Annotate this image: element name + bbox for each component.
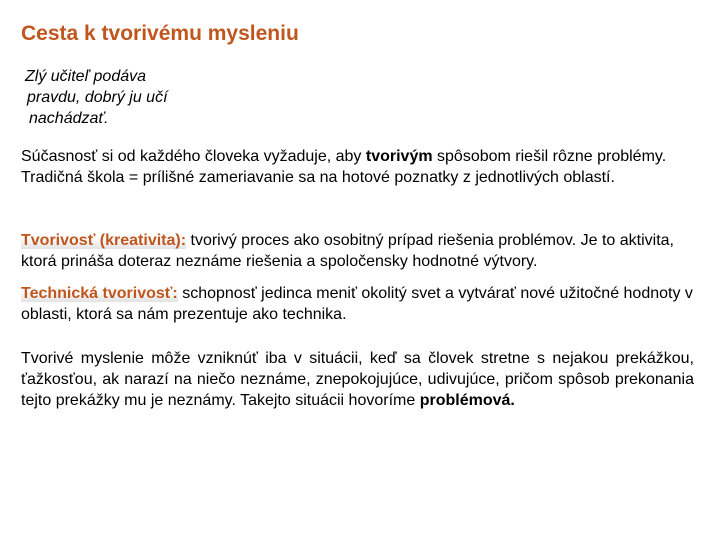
highlighted-term: Technická tvorivosť:	[21, 285, 178, 302]
text-segment: Tvorivé myslenie môže vzniknúť iba v situácii, keď sa človek stretne s nejakou prekážkou, ťažkosťou, ak narazí na niečo neznáme, znepokojujúce, udivujúce, pričom spôsob prekonania tejto prekážky mu je neznámy. Takejto situácii hovoríme	[21, 350, 694, 409]
quote-line-3: nachádzať.	[29, 110, 109, 127]
highlighted-term: Tvorivosť (kreativita):	[21, 232, 187, 249]
paragraph-creativity-demand	[21, 146, 694, 188]
paragraph-line: Tradičná škola = prílišné zameriavanie sa na hotové poznatky z jednotlivých oblastí.	[21, 169, 615, 186]
bold-term: problémová.	[419, 392, 515, 409]
paragraph-technical-creativity	[21, 283, 694, 325]
bold-term: tvorivým	[365, 148, 433, 165]
definition-text: schopnosť jedinca meniť okolitý svet a vytvárať nové užitočné hodnoty v oblasti, ktorá sa nám prezentuje ako technika.	[21, 285, 693, 323]
quote-line-1: Zlý učiteľ podáva	[25, 68, 147, 85]
text-segment: Súčasnosť si od každého človeka vyžaduje, aby	[21, 148, 366, 165]
paragraph-line	[21, 146, 694, 167]
paragraph-creative-thinking	[21, 348, 694, 411]
paragraph-creativity-definition	[21, 230, 694, 272]
slide-title: Cesta k tvorivému mysleniu	[21, 22, 299, 45]
quote-line-2: pravdu, dobrý ju učí	[27, 89, 168, 106]
text-segment: spôsobom riešil rôzne problémy.	[432, 148, 667, 165]
quote	[25, 66, 225, 129]
definition-text: tvorivý proces ako osobitný prípad riešenia problémov. Je to aktivita, ktorá prináša doteraz neznáme riešenia a spoločensky hodnotné výtvory.	[21, 232, 674, 270]
